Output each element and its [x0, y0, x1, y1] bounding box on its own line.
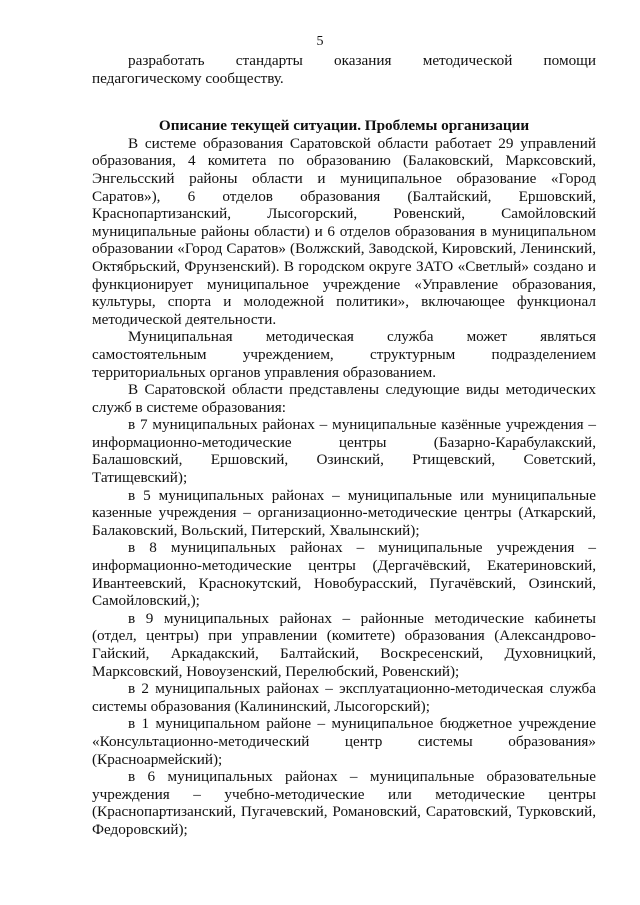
spacer	[92, 87, 596, 117]
intro-paragraph: разработать стандарты оказания методической помощи педагогическому сообществу.	[92, 52, 596, 87]
list-item-9-districts: в 9 муниципальных районах – районные методические кабинеты (отдел, центры) при управлении (комитете) образования (Александрово-Гайский, Аркадакский, Балтайский, Воскресенский, Духовницкий, Марксовский, Новоузенский, Перелюбский, Ровенский);	[92, 609, 596, 680]
paragraph-education-system: В системе образования Саратовской области работает 29 управлений образования, 4 комитета по образованию (Балаковский, Марксовский, Энгельсский районы области и муниципальное образование «Город Саратов»), 6 отделов образования (Балтайский, Ершовский, Краснопартизанский, Лысогорский, Ровенский, Самойловский муниципальные районы области) и 6 отделов образования в муниципальном образовании «Город Саратов» (Волжский, Заводской, Кировский, Ленинский, Октябрьский, Фрунзенский). В городском округе ЗАТО «Светлый» создано и функционирует муниципальное учреждение «Управление образования, культуры, спорта и молодежной политики», включающее функционал методической деятельности.	[92, 134, 596, 328]
list-item-5-districts: в 5 муниципальных районах – муниципальные или муниципальные казенные учреждения – организационно-методические центры (Аткарский, Балаковский, Вольский, Питерский, Хвалынский);	[92, 486, 596, 539]
list-item-8-districts: в 8 муниципальных районах – муниципальные учреждения – информационно-методические центры (Дергачёвский, Екатериновский, Ивантеевский, Краснокутский, Новобурасский, Пугачёвский, Озинский, Самойловский,);	[92, 539, 596, 610]
list-item-2-districts: в 2 муниципальных районах – эксплуатационно-методическая служба системы образования (Калининский, Лысогорский);	[92, 680, 596, 715]
page-number: 5	[316, 34, 324, 49]
list-item-1-district: в 1 муниципальном районе – муниципальное бюджетное учреждение «Консультационно-методический центр системы образования» (Красноармейский);	[92, 715, 596, 768]
section-title: Описание текущей ситуации. Проблемы организации	[158, 117, 530, 135]
document-body	[92, 52, 596, 839]
list-item-6-districts: в 6 муниципальных районах – муниципальные образовательные учреждения – учебно-методические или методические центры (Краснопартизанский, Пугачевский, Романовский, Саратовский, Турковский, Федоровский);	[92, 768, 596, 838]
list-item-7-districts: в 7 муниципальных районах – муниципальные казённые учреждения – информационно-методические центры (Базарно-Карабулакский, Балашовский, Ершовский, Озинский, Ртищевский, Советский, Татищевский);	[92, 416, 596, 487]
paragraph-service-types: В Саратовской области представлены следующие виды методических служб в системе образования:	[92, 381, 596, 416]
paragraph-methodical-service: Муниципальная методическая служба может являться самостоятельным учреждением, структурным подразделением территориальных органов управления образованием.	[92, 328, 596, 381]
